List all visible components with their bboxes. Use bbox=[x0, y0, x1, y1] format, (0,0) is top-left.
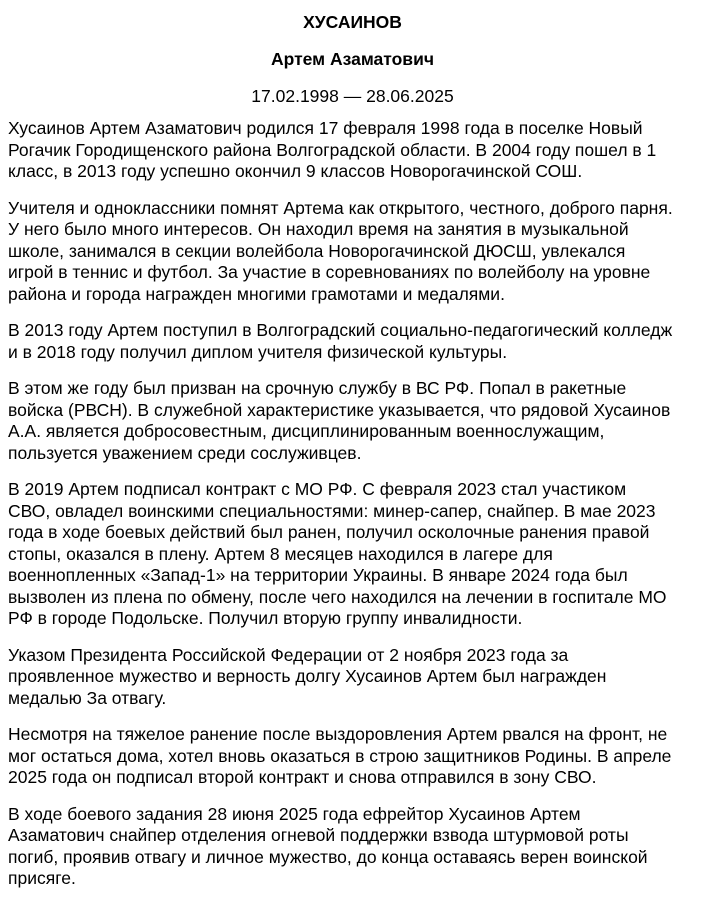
biography-text bbox=[8, 118, 698, 905]
text-line: медалью За отвагу. bbox=[8, 687, 167, 708]
name-heading: Артем Азаматович bbox=[271, 49, 434, 69]
life-dates: 17.02.1998 — 28.06.2025 bbox=[251, 86, 454, 106]
text-line: игрой в теннис и футбол. За участие в соревнованиях по волейболу на уровне bbox=[8, 262, 651, 282]
paragraph-college bbox=[8, 320, 698, 363]
text-line: РФ в городе Подольске. Получил вторую группу инвалидности. bbox=[8, 608, 523, 628]
text-line: военнопленных «Запад-1» на территории Украины. В январе 2024 года был bbox=[8, 565, 628, 585]
text-line: У него было много интересов. Он находил время на занятия в музыкальной bbox=[8, 219, 629, 239]
paragraph-school bbox=[8, 198, 698, 306]
paragraph-death bbox=[8, 804, 698, 890]
text-line: В ходе боевого задания 28 июня 2025 года ефрейтор Хусаинов Артем bbox=[8, 803, 581, 824]
text-line: войска (РВСН). В служебной характеристике указывается, что рядовой Хусаинов bbox=[8, 399, 671, 420]
text-line: пользуется уважением среди сослуживцев. bbox=[8, 442, 362, 463]
text-line: Учителя и одноклассники помнят Артема как открытого, честного, доброго парня. bbox=[8, 197, 673, 218]
text-line: стопы, оказался в плену. Артем 8 месяцев находился в лагере для bbox=[8, 543, 553, 564]
text-line: присяге. bbox=[8, 868, 76, 888]
text-line: Указом Президента Российской Федерации от 2 ноября 2023 года за bbox=[8, 644, 569, 665]
text-line: и в 2018 году получил диплом учителя физической культуры. bbox=[8, 341, 508, 362]
text-line: проявленное мужество и верность долгу Хусаинов Артем был награжден bbox=[8, 666, 607, 686]
text-line: А.А. является добросовестным, дисциплинированным военнослужащим, bbox=[8, 421, 605, 441]
text-line: погиб, проявив отвагу и личное мужество, до конца оставаясь верен воинской bbox=[8, 846, 648, 867]
paragraph-award bbox=[8, 645, 698, 710]
text-line: школе, занимался в секции волейбола Новорогачинской ДЮСШ, увлекался bbox=[8, 240, 626, 261]
text-line: 2025 года он подписал второй контракт и снова отправился в зону СВО. bbox=[8, 767, 597, 787]
text-line: СВО, овладел воинскими специальностями: минер-сапер, снайпер. В мае 2023 bbox=[8, 500, 656, 521]
paragraph-service bbox=[8, 378, 698, 464]
surname-heading: ХУСАИНОВ bbox=[303, 12, 402, 32]
text-line: В 2019 Артем подписал контракт с МО РФ. С февраля 2023 стал участиком bbox=[8, 479, 627, 499]
text-line: Рогачик Городищенского района Волгоградской области. В 2004 году пошел в 1 bbox=[8, 139, 657, 160]
paragraph-return bbox=[8, 724, 698, 789]
text-line: вызволен из плена по обмену, после чего находился на лечении в госпитале МО bbox=[8, 586, 667, 607]
text-line: года в ходе боевых действий был ранен, получил осколочные ранения правой bbox=[8, 522, 650, 542]
text-line: района и города награжден многими грамотами и медалями. bbox=[8, 283, 505, 304]
text-line: мог остаться дома, хотел вновь оказаться в строю защитников Родины. В апреле bbox=[8, 745, 672, 766]
text-line: В этом же году был призван на срочную службу в ВС РФ. Попал в ракетные bbox=[8, 378, 627, 398]
text-line: Хусаинов Артем Азаматович родился 17 февраля 1998 года в поселке Новый bbox=[8, 118, 643, 138]
text-line: Азаматович снайпер отделения огневой поддержки взвода штурмовой роты bbox=[8, 825, 629, 845]
paragraph-birth bbox=[8, 118, 698, 183]
text-line: класс, в 2013 году успешно окончил 9 классов Новорогачинской СОШ. bbox=[8, 161, 583, 181]
paragraph-contract bbox=[8, 479, 698, 630]
text-line: Несмотря на тяжелое ранение после выздоровления Артем рвался на фронт, не bbox=[8, 724, 668, 744]
text-line: В 2013 году Артем поступил в Волгоградский социально-педагогический колледж bbox=[8, 320, 673, 340]
